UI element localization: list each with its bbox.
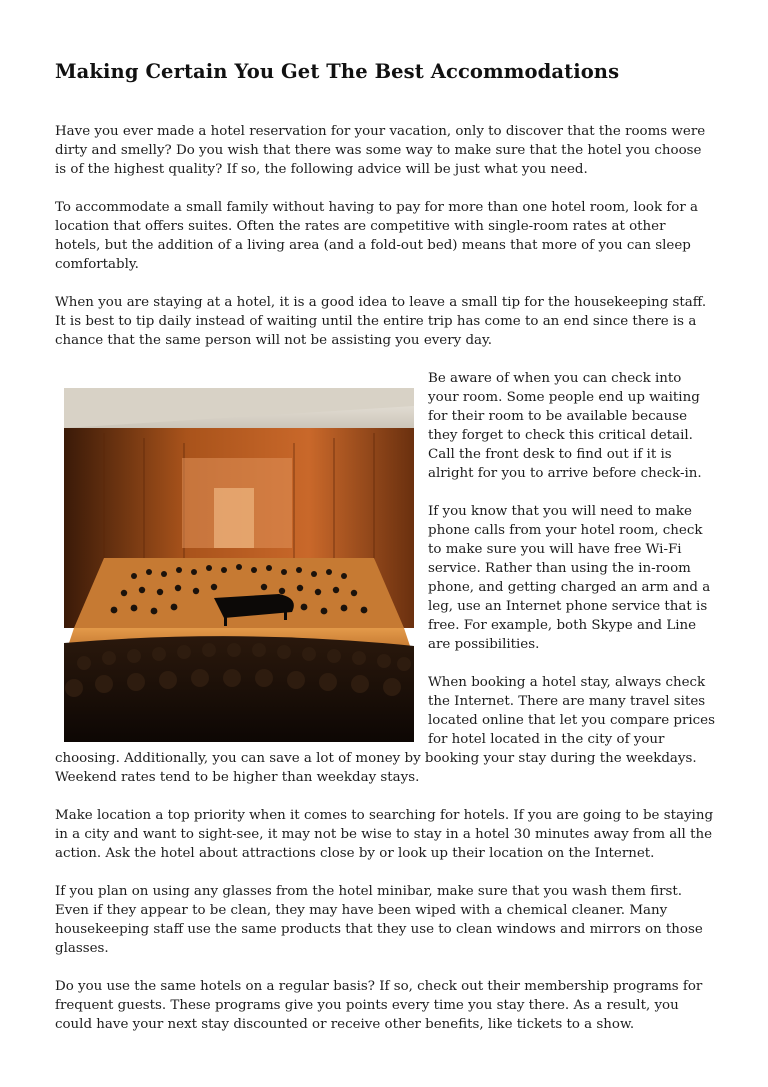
paragraph-1: Have you ever made a hotel reservation for your vacation, only to discover that the rooms were dirty and smelly? Do you wish that there was some way to make sure that the hotel you choose is of the highest quality? If so, the following advice will be just what you need.	[55, 124, 706, 177]
paragraph-4: Be aware of when you can check into your room. Some people end up waiting for their room to be available because they forget to check this critical detail. Call the front desk to find out if it is alright for you to arrive before check-in.	[428, 371, 702, 481]
paragraph-7: Make location a top priority when it comes to searching for hotels. If you are going to be staying in a city and want to sight-see, it may not be wise to stay in a hotel 30 minutes away from all the action. Ask the hotel about attractions close by or look up their location on the Internet.	[55, 808, 714, 861]
paragraph-6: When booking a hotel stay, always check the Internet. There are many travel sites located online that let you compare prices for hotel located in the city of your choosing. Additionally, you can save a lot of money by booking your stay during the weekdays. Weekend rates tend to be higher than weekday stays.	[55, 675, 715, 785]
paragraph-2: To accommodate a small family without having to pay for more than one hotel room, look for a location that offers suites. Often the rates are competitive with single-room rates at other hotels, but the addition of a living area (and a fold-out bed) means that more of you can sleep comfortably.	[55, 200, 698, 272]
article-body	[55, 122, 715, 1053]
concert-hall-photo	[64, 388, 414, 742]
paragraph-9: Do you use the same hotels on a regular basis? If so, check out their membership programs for frequent guests. These programs give you points every time you stay there. As a result, you could have your next stay discounted or receive other benefits, like tickets to a show.	[55, 979, 703, 1032]
page-title: Making Certain You Get The Best Accommodations	[55, 60, 620, 83]
paragraph-3: When you are staying at a hotel, it is a good idea to leave a small tip for the housekeeping staff. It is best to tip daily instead of waiting until the entire trip has come to an end since there is a chance that the same person will not be assisting you every day.	[55, 295, 707, 348]
paragraph-8: If you plan on using any glasses from the hotel minibar, make sure that you wash them first. Even if they appear to be clean, they may have been wiped with a chemical cleaner. Many housekeeping staff use the same products that they use to clean windows and mirrors on those glasses.	[55, 884, 703, 956]
paragraph-5: If you know that you will need to make phone calls from your hotel room, check to make sure you will have free Wi-Fi service. Rather than using the in-room phone, and getting charged an arm and a leg, use an Internet phone service that is free. For example, both Skype and Line are possibilities.	[428, 504, 711, 652]
